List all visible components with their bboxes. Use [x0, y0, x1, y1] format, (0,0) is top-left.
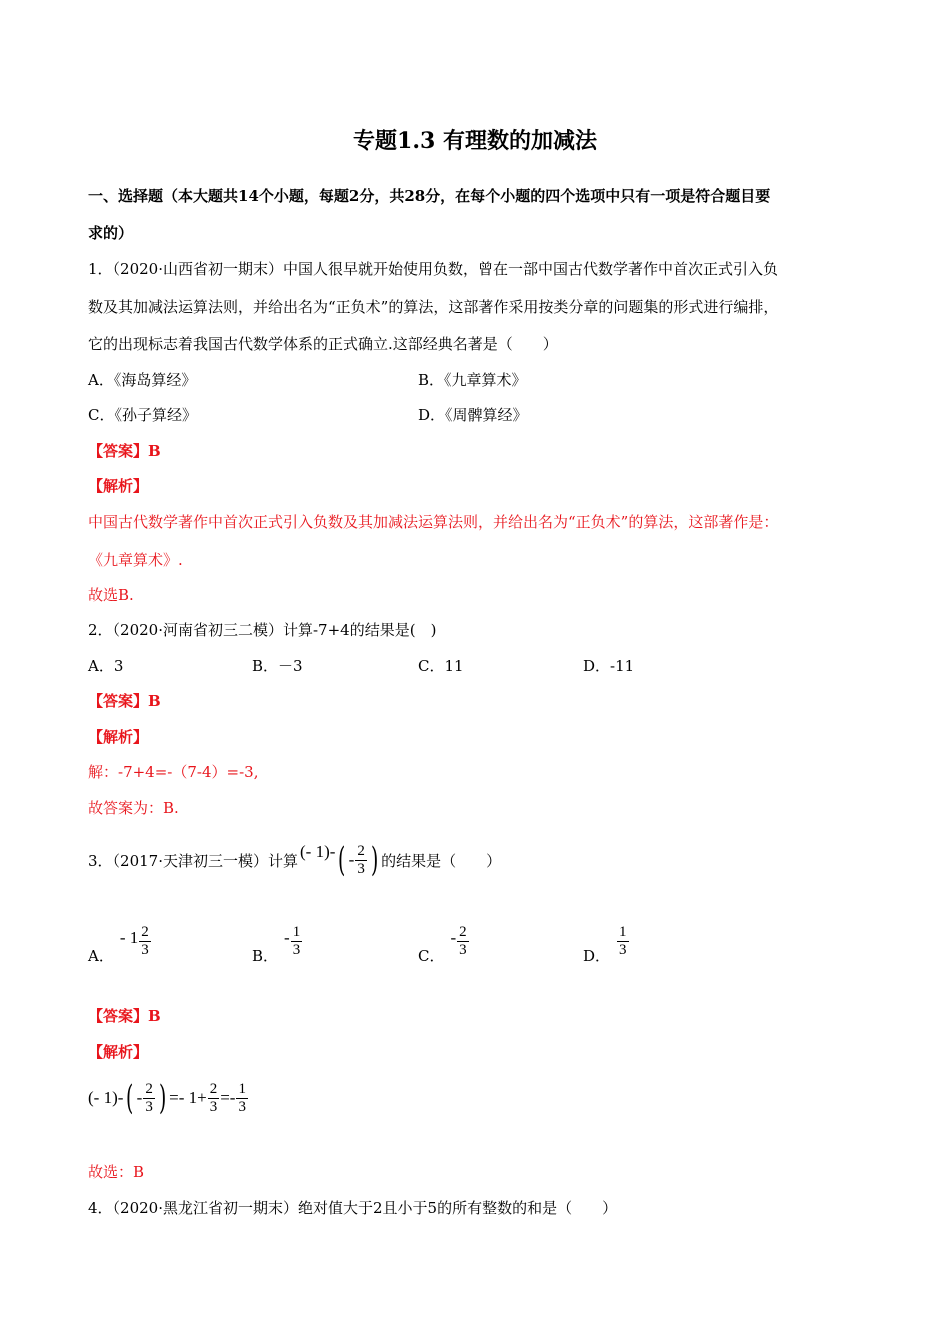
q2-option-a: A．3: [88, 657, 124, 675]
q2-stem: 2．（2020·河南省初三二模）计算-7+4的结果是( ): [88, 621, 437, 639]
q1-option-c: C．《孙子算经》: [88, 406, 197, 424]
q3-expr-left: (- 1)-: [300, 842, 336, 861]
q3-option-d-fraction: [617, 924, 629, 958]
q1-stem-line1: 1．（2020·山西省初一期末）中国人很早就开始使用负数，曾在一部中国古代数学著作中首次正式引入负: [88, 260, 778, 278]
section-heading-line1: 一、选择题（本大题共14个小题，每题2分，共28分，在每个小题的四个选项中只有一项是符合题目要: [88, 187, 771, 205]
left-paren-icon: (: [126, 1078, 134, 1118]
q3-option-c-den: 3: [459, 941, 467, 958]
q3-option-d-den: 3: [619, 941, 627, 958]
q3-stem-suffix: 的结果是（ ）: [381, 851, 502, 870]
q1-stem-line2: 数及其加减法运算法则，并给出名为“正负术”的算法，这部著作采用按类分章的问题集的形式进行编排，: [88, 298, 779, 316]
q3-option-c-label: C．: [418, 947, 445, 965]
q3-option-a-den: 3: [141, 941, 149, 958]
q1-solution-line2: 《九章算术》.: [88, 551, 183, 569]
q3-answer: 【答案】B: [88, 1007, 161, 1025]
q1-solution-line1: 中国古代数学著作中首次正式引入负数及其加减法运算法则，并给出名为“正负术”的算法，这部著作是：: [88, 513, 779, 531]
q3-option-d-num: 1: [619, 924, 627, 940]
q3-option-a: [88, 916, 152, 966]
q1-option-d: D．《周髀算经》: [418, 406, 528, 424]
q3-solution-den-1: 3: [145, 1098, 153, 1115]
q3-option-c-fraction: [457, 924, 469, 958]
q3-solution-num-1: 2: [145, 1081, 153, 1097]
q2-answer: 【答案】B: [88, 692, 161, 710]
q3-solution-den-3: 3: [238, 1098, 246, 1115]
q3-option-b-fraction: [291, 924, 303, 958]
q2-conclusion: 故答案为：B.: [88, 799, 179, 817]
q3-option-c: [418, 916, 470, 966]
q1-stem-line3: 它的出现标志着我国古代数学体系的正式确立.这部经典名著是（ ）: [88, 335, 558, 353]
q1-analysis-label: 【解析】: [88, 477, 149, 495]
q3-stem: [88, 835, 501, 885]
right-paren-icon: ): [370, 840, 379, 880]
q2-option-c: C．11: [418, 657, 464, 675]
q3-expr-inner-sign: -: [348, 850, 355, 869]
q2-option-d: D．-11: [583, 657, 635, 675]
q3-solution-num-2: 2: [209, 1081, 218, 1097]
q3-option-a-label: A．: [88, 947, 114, 965]
left-paren-icon: (: [338, 840, 346, 880]
q3-analysis-label: 【解析】: [88, 1043, 149, 1061]
q3-solution: [88, 1072, 249, 1124]
q3-option-a-fraction: [139, 924, 151, 958]
page-title: 专题1.3 有理数的加减法: [353, 128, 597, 154]
q2-solution: 解：-7+4=-（7-4）=-3,: [88, 763, 259, 781]
q3-option-d-label: D．: [583, 947, 611, 965]
q3-solution-mid: =- 1+: [169, 1088, 207, 1107]
q3-solution-num-3: 1: [238, 1081, 246, 1097]
q3-conclusion: 故选：B: [88, 1163, 145, 1181]
q4-stem: 4．（2020·黑龙江省初一期末）绝对值大于2且小于5的所有整数的和是（ ）: [88, 1199, 618, 1217]
q3-option-b-label: B．: [252, 947, 279, 965]
q3-option-a-sign: - 1: [119, 928, 139, 947]
q1-answer: 【答案】B: [88, 442, 161, 460]
q1-option-a: A．《海岛算经》: [88, 371, 197, 389]
q3-option-c-sign: -: [450, 928, 457, 947]
q3-solution-eq: =-: [220, 1088, 236, 1107]
q3-option-b-sign: -: [284, 928, 290, 947]
q2-option-b: B．－3: [252, 657, 303, 675]
q3-solution-fraction-2: [208, 1081, 220, 1115]
q3-expr-num: 2: [357, 843, 365, 859]
q3-option-b-den: 3: [292, 941, 301, 958]
q3-solution-left: (- 1)-: [88, 1088, 124, 1107]
q3-stem-prefix: 3．（2017·天津初三一模）计算: [88, 851, 298, 870]
section-heading-line2: 求的）: [88, 224, 134, 242]
q1-conclusion: 故选B.: [88, 586, 134, 604]
q3-option-b-num: 1: [292, 924, 301, 940]
q3-solution-den-2: 3: [209, 1098, 218, 1115]
right-paren-icon: ): [158, 1078, 167, 1118]
q3-option-a-num: 2: [141, 924, 149, 940]
q1-option-b: B．《九章算术》: [418, 371, 527, 389]
q3-expr-den: 3: [357, 860, 365, 877]
q3-solution-fraction-1: [143, 1081, 155, 1115]
q3-option-c-num: 2: [459, 924, 467, 940]
q2-analysis-label: 【解析】: [88, 728, 149, 746]
q3-expr-fraction: [355, 843, 367, 877]
q3-solution-inner-sign: -: [136, 1088, 143, 1107]
q3-solution-fraction-3: [236, 1081, 248, 1115]
q3-option-d: [583, 916, 630, 966]
q3-option-b: [252, 916, 303, 966]
